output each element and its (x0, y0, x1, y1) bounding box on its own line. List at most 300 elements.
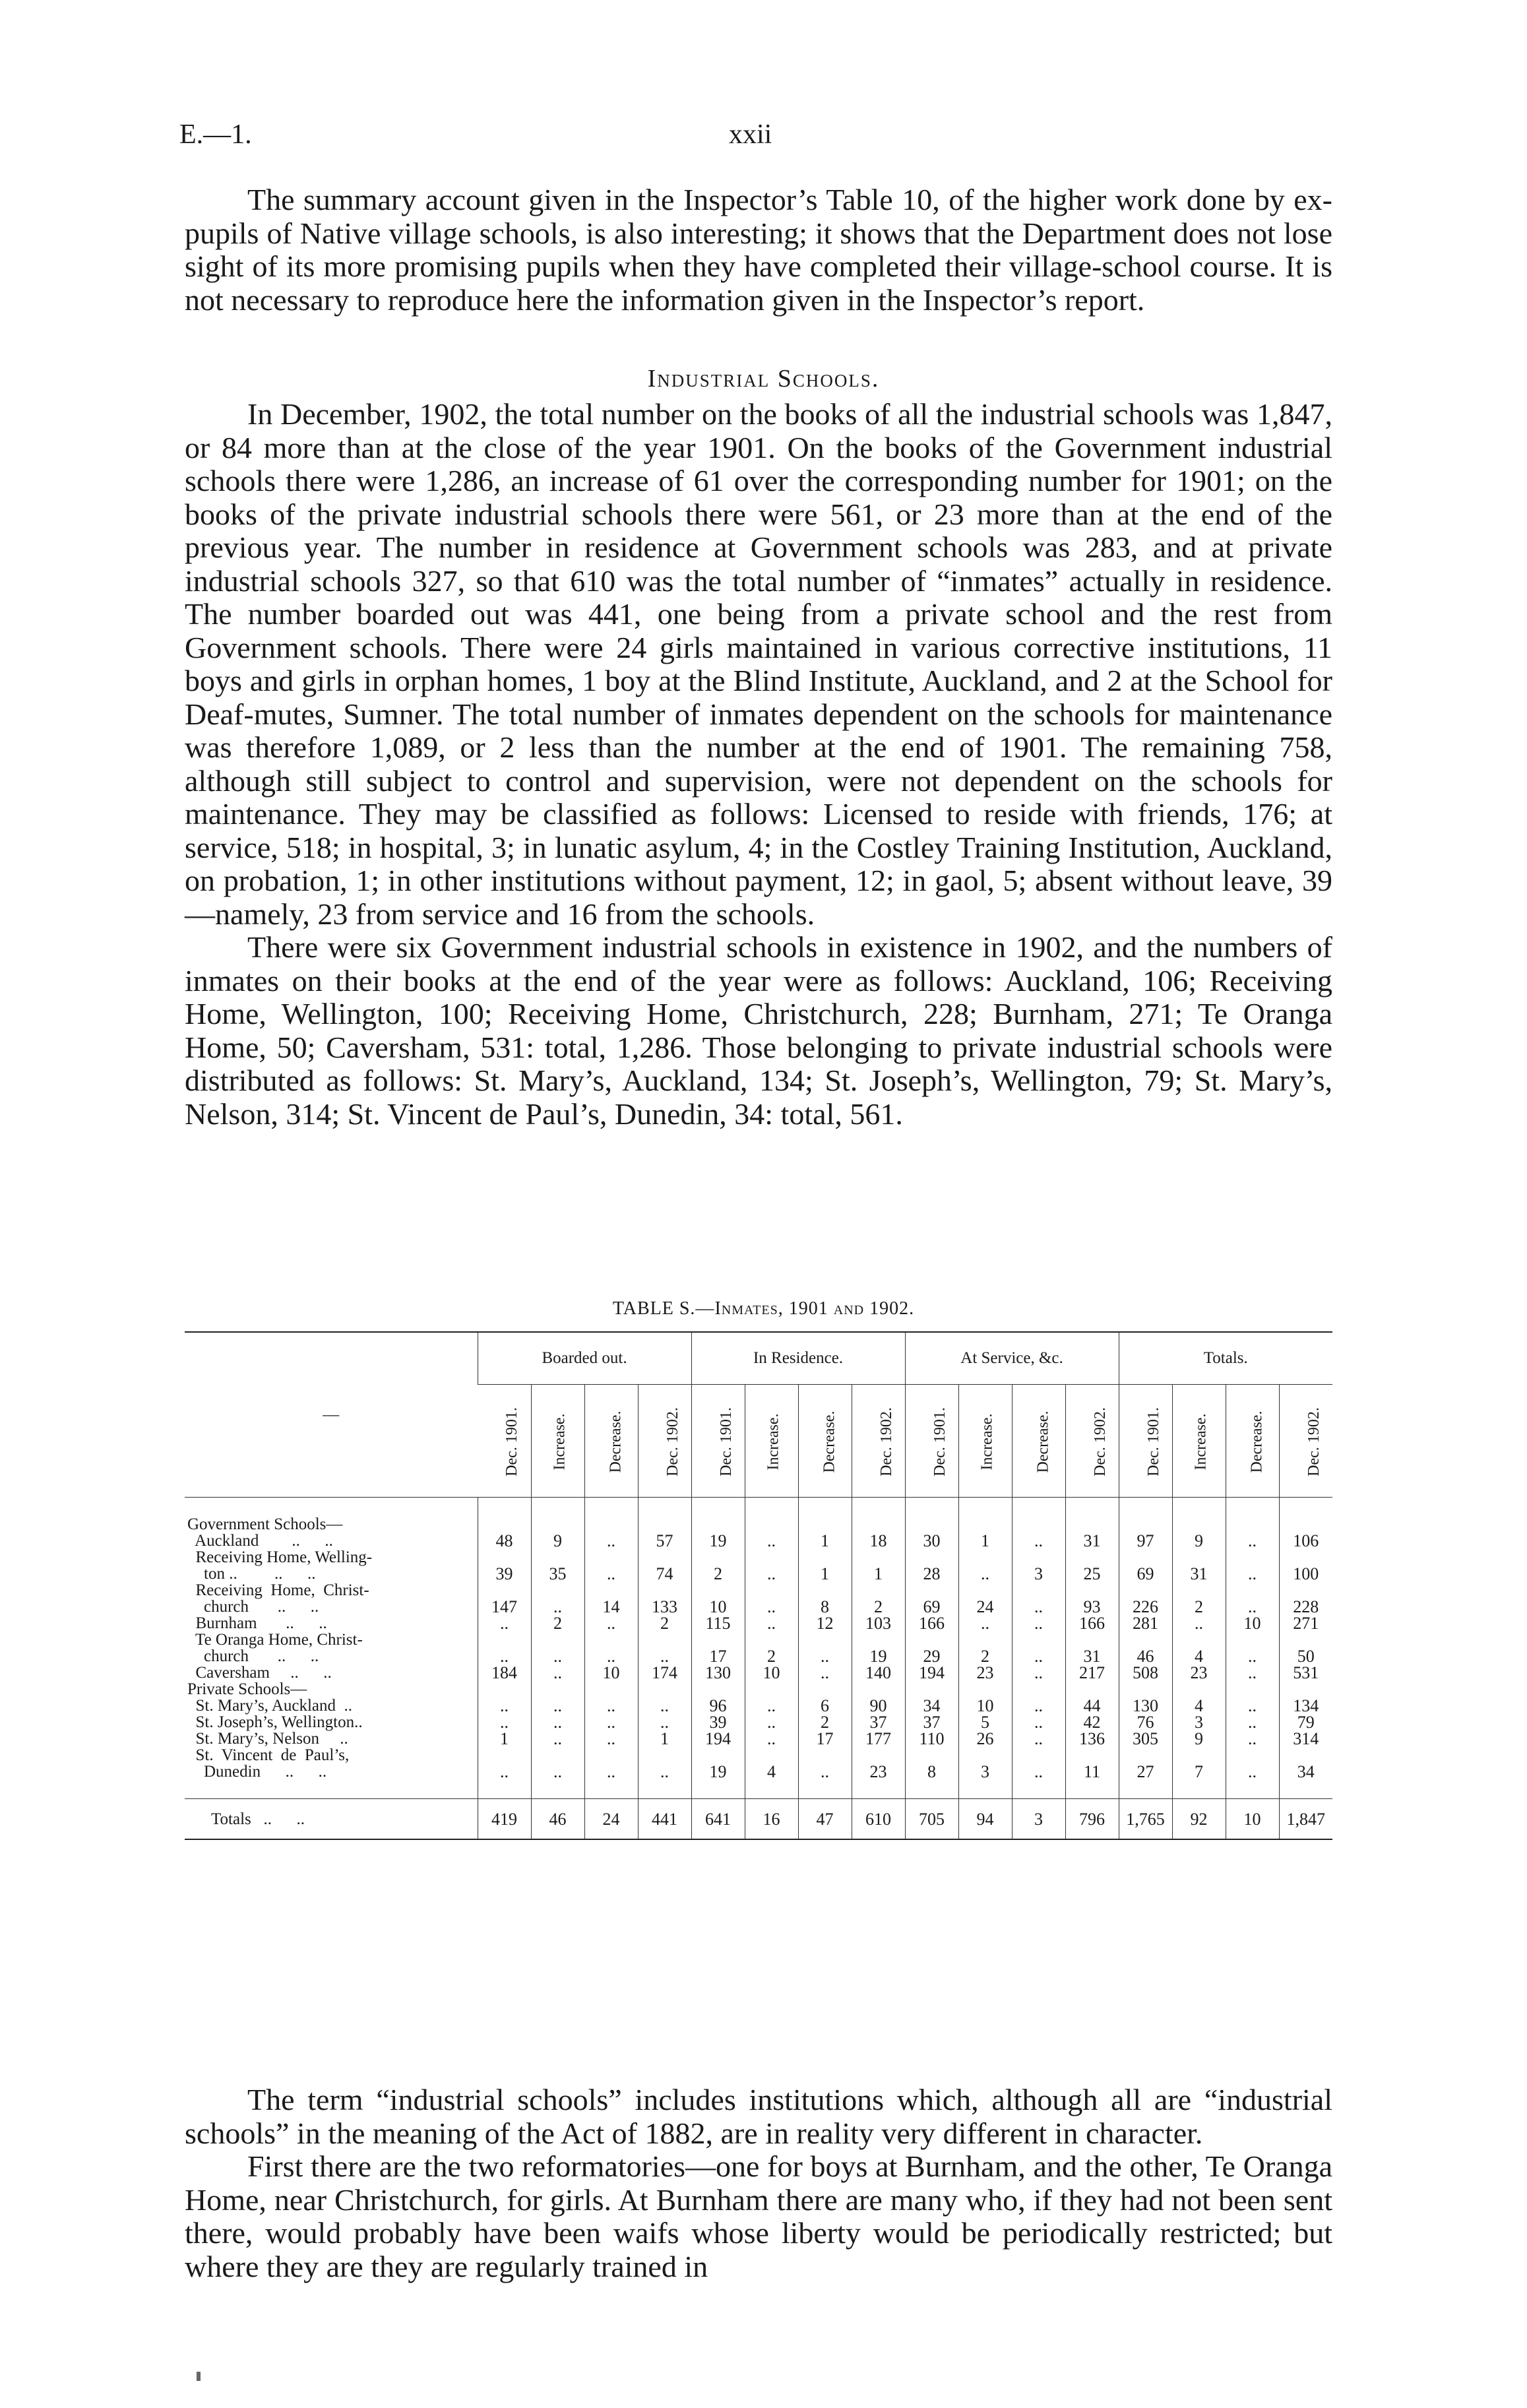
table-cell: 29 (905, 1648, 958, 1664)
table-cell (1012, 1681, 1065, 1697)
column-header (798, 1385, 852, 1498)
column-header (1279, 1385, 1332, 1498)
table-row (185, 1549, 1332, 1566)
table-cell (638, 1516, 691, 1533)
table-cell: 50 (1279, 1648, 1332, 1664)
table-cell: 2 (638, 1615, 691, 1632)
table-row (185, 1599, 1332, 1615)
table-cell (478, 1681, 531, 1697)
table-cell (638, 1681, 691, 1697)
table-cell (1279, 1681, 1332, 1697)
table-cell: 7 (1172, 1763, 1226, 1780)
column-header (478, 1385, 531, 1498)
table-cell: 34 (905, 1697, 958, 1714)
table-cell: 90 (852, 1697, 905, 1714)
table-cell: .. (478, 1615, 531, 1632)
column-header-label: Decrease. (820, 1410, 838, 1473)
column-header-label: Dec. 1901. (1144, 1407, 1162, 1476)
table-cell: 11 (1065, 1763, 1119, 1780)
table-cell (584, 1681, 638, 1697)
table-cell (852, 1632, 905, 1648)
table-cell: 34 (1279, 1763, 1332, 1780)
table-cell: .. (1012, 1615, 1065, 1632)
table-cell (958, 1747, 1012, 1763)
table-cell: 1 (478, 1730, 531, 1747)
totals-cell: 419 (478, 1799, 531, 1840)
table-cell (905, 1582, 958, 1599)
table-cell (852, 1582, 905, 1599)
spacer-cell (905, 1780, 958, 1799)
spacer-cell (531, 1780, 584, 1799)
column-header (905, 1385, 958, 1498)
row-label: Burnham .. .. (187, 1614, 327, 1632)
table-cell: 1 (852, 1566, 905, 1582)
column-header (1226, 1385, 1279, 1498)
table-cell: .. (798, 1648, 852, 1664)
table-cell (531, 1681, 584, 1697)
row-label: Caversham .. .. (187, 1664, 332, 1682)
spacer-cell (1119, 1780, 1172, 1799)
column-header-label: Dec. 1902. (1305, 1407, 1323, 1476)
column-header-label: Decrease. (1248, 1410, 1265, 1473)
table-cell (584, 1747, 638, 1763)
table-cell (638, 1549, 691, 1566)
table-cell: 110 (905, 1730, 958, 1747)
table-cell: 2 (691, 1566, 745, 1582)
table-cell: 23 (958, 1664, 1012, 1681)
row-label: church .. .. (187, 1647, 319, 1665)
table-cell: 508 (1119, 1664, 1172, 1681)
table-cell: 31 (1065, 1533, 1119, 1549)
table-row (185, 1632, 1332, 1648)
table-cell (1172, 1582, 1226, 1599)
table-cell: 8 (798, 1599, 852, 1615)
table-caption (0, 1298, 1527, 1319)
table-cell (745, 1549, 798, 1566)
table-cell: 531 (1279, 1664, 1332, 1681)
table-cell (1065, 1632, 1119, 1648)
table-row (185, 1763, 1332, 1780)
table-cell: .. (531, 1697, 584, 1714)
table-cell (691, 1747, 745, 1763)
table-cell: .. (584, 1714, 638, 1730)
table-cell: 93 (1065, 1599, 1119, 1615)
table-cell: 28 (905, 1566, 958, 1582)
totals-cell: 47 (798, 1799, 852, 1840)
table-row (185, 1697, 1332, 1714)
table-cell: .. (745, 1714, 798, 1730)
table-cell (584, 1549, 638, 1566)
table-cell: 30 (905, 1533, 958, 1549)
inmates-table (185, 1331, 1332, 1840)
table-cell: 12 (798, 1615, 852, 1632)
table-cell: 10 (691, 1599, 745, 1615)
table-cell (1119, 1549, 1172, 1566)
table-cell: .. (1226, 1697, 1279, 1714)
table-cell: 97 (1119, 1533, 1172, 1549)
table-row (185, 1566, 1332, 1582)
table-cell: 37 (852, 1714, 905, 1730)
table-cell: 25 (1065, 1566, 1119, 1582)
table-cell: 37 (905, 1714, 958, 1730)
table-cell: .. (531, 1763, 584, 1780)
column-header-label: Increase. (764, 1413, 782, 1471)
table-cell: 18 (852, 1533, 905, 1549)
table-cell: 17 (691, 1648, 745, 1664)
column-header (1012, 1385, 1065, 1498)
table-cell (905, 1516, 958, 1533)
table-cell (958, 1681, 1012, 1697)
table-cell: .. (1226, 1730, 1279, 1747)
column-header (584, 1385, 638, 1498)
paragraph-native-schools: The summary account given in the Inspector’s Table 10, of the higher work done by ex-pupils of Native village schools, is also interesting; it shows that the Department does not lose sight of its more promising pupils when they have completed their village-school course. It is not necessary to reproduce here the information given in the Inspector’s report. (185, 183, 1332, 317)
column-header (745, 1385, 798, 1498)
table-cell: 14 (584, 1599, 638, 1615)
table-cell (638, 1582, 691, 1599)
spacer-cell (1226, 1780, 1279, 1799)
column-header-label: Decrease. (606, 1410, 624, 1473)
column-header-label: Dec. 1902. (1091, 1407, 1109, 1476)
table-cell (478, 1747, 531, 1763)
spacer-cell (185, 1498, 478, 1517)
row-label: ton .. .. .. (187, 1565, 316, 1583)
table-spacer (185, 1498, 1332, 1517)
table-cell: 39 (691, 1714, 745, 1730)
table-cell: 44 (1065, 1697, 1119, 1714)
table-cell: 305 (1119, 1730, 1172, 1747)
table-cell: .. (531, 1599, 584, 1615)
table-cell: .. (531, 1648, 584, 1664)
column-header-label: Dec. 1902. (877, 1407, 895, 1476)
table-spacer (185, 1780, 1332, 1799)
group-header: Totals. (1119, 1332, 1332, 1385)
table-cell: 314 (1279, 1730, 1332, 1747)
column-header-label: Dec. 1901. (503, 1407, 520, 1476)
table-cell: .. (1012, 1714, 1065, 1730)
table-cell: 103 (852, 1615, 905, 1632)
table-row (185, 1533, 1332, 1549)
table-cell: .. (478, 1763, 531, 1780)
table-cell: 147 (478, 1599, 531, 1615)
paragraph-government-schools: There were six Government industrial schools in existence in 1902, and the numbers of inmates on their books at the end of the year were as follows: Auckland, 106; Receiving Home, Wellington, 100; Receiving Home, Christchurch, 228; Burnham, 271; Te Oranga Home, 50; Caversham, 531: total, 1,286. Those belonging to private industrial schools were distributed as follows: St. Mary’s, Auckland, 134; St. Joseph’s, Wellington, 79; St. Mary’s, Nelson, 314; St. Vincent de Paul’s, Dunedin, 34: total, 561. (185, 930, 1332, 1131)
table-cell (958, 1582, 1012, 1599)
table-cell: 5 (958, 1714, 1012, 1730)
table-cell: .. (1172, 1615, 1226, 1632)
closing-section (185, 2083, 1332, 2283)
table-cell: 174 (638, 1664, 691, 1681)
table-cell (584, 1516, 638, 1533)
table-cell: 115 (691, 1615, 745, 1632)
table-cell: .. (584, 1615, 638, 1632)
totals-cell: 1,765 (1119, 1799, 1172, 1840)
totals-cell: 10 (1226, 1799, 1279, 1840)
table-cell: 1 (958, 1533, 1012, 1549)
table-cell (958, 1549, 1012, 1566)
table-cell: .. (584, 1730, 638, 1747)
totals-cell: 3 (1012, 1799, 1065, 1840)
table-cell: 74 (638, 1566, 691, 1582)
table-cell (745, 1516, 798, 1533)
table-cell: 3 (958, 1763, 1012, 1780)
table-cell: 76 (1119, 1714, 1172, 1730)
table-cell: 1 (638, 1730, 691, 1747)
table-cell (798, 1747, 852, 1763)
column-header (1172, 1385, 1226, 1498)
table-cell: 46 (1119, 1648, 1172, 1664)
table-cell (1172, 1681, 1226, 1697)
column-header (691, 1385, 745, 1498)
column-header-label: Increase. (1192, 1413, 1209, 1471)
table-cell (798, 1516, 852, 1533)
column-header (958, 1385, 1012, 1498)
table-cell: .. (1012, 1599, 1065, 1615)
table-cell (691, 1681, 745, 1697)
spacer-cell (478, 1780, 531, 1799)
table-cell (1279, 1582, 1332, 1599)
row-label: St. Mary’s, Nelson .. (187, 1730, 348, 1748)
table-cell: .. (1226, 1648, 1279, 1664)
table-cell (1065, 1516, 1119, 1533)
totals-cell: 24 (584, 1799, 638, 1840)
table-cell (1012, 1747, 1065, 1763)
table-cell (852, 1549, 905, 1566)
spacer-cell (1279, 1780, 1332, 1799)
table-cell: 133 (638, 1599, 691, 1615)
table-cell: 19 (691, 1763, 745, 1780)
table-cell (905, 1549, 958, 1566)
table-cell (584, 1582, 638, 1599)
table-cell: 177 (852, 1730, 905, 1747)
table-cell: .. (1226, 1566, 1279, 1582)
table-cell (531, 1516, 584, 1533)
table-cell: 23 (1172, 1664, 1226, 1681)
table-cell (691, 1632, 745, 1648)
row-label: St. Mary’s, Auckland .. (187, 1697, 352, 1715)
table-cell: 3 (1012, 1566, 1065, 1582)
row-label: Government Schools— (187, 1515, 343, 1533)
table-cell: 1 (798, 1533, 852, 1549)
row-label: St. Vincent de Paul’s, (187, 1746, 350, 1764)
spacer-cell (638, 1498, 691, 1517)
table-cell: 106 (1279, 1533, 1332, 1549)
table-cell: .. (584, 1763, 638, 1780)
table-cell: 281 (1119, 1615, 1172, 1632)
column-header (531, 1385, 584, 1498)
table-caption-main: TABLE S.— (612, 1298, 715, 1319)
table-cell (531, 1747, 584, 1763)
table-cell (745, 1681, 798, 1697)
table-cell: 136 (1065, 1730, 1119, 1747)
table-cell (1119, 1681, 1172, 1697)
table-cell (1065, 1582, 1119, 1599)
table-cell (905, 1747, 958, 1763)
industrial-schools-section (185, 398, 1332, 1131)
table-cell (1172, 1747, 1226, 1763)
row-label: Auckland .. .. (187, 1532, 333, 1550)
table-caption-sub: Inmates, 1901 and 1902. (714, 1298, 915, 1319)
table-cell: .. (584, 1697, 638, 1714)
table-cell: 69 (1119, 1566, 1172, 1582)
table-cell: 35 (531, 1566, 584, 1582)
table-cell: .. (478, 1714, 531, 1730)
spacer-cell (905, 1498, 958, 1517)
totals-cell: 94 (958, 1799, 1012, 1840)
spacer-cell (691, 1498, 745, 1517)
table-cell (531, 1632, 584, 1648)
table-cell: 2 (531, 1615, 584, 1632)
table-corner (185, 1332, 478, 1498)
table-cell (1226, 1516, 1279, 1533)
spacer-cell (1226, 1498, 1279, 1517)
spacer-cell (958, 1498, 1012, 1517)
table-cell (1065, 1549, 1119, 1566)
table-cell: 57 (638, 1533, 691, 1549)
spacer-cell (1172, 1780, 1226, 1799)
table-cell: 26 (958, 1730, 1012, 1747)
table-row (185, 1582, 1332, 1599)
table-cell: .. (638, 1697, 691, 1714)
table-cell: 10 (1226, 1615, 1279, 1632)
table-cell: 100 (1279, 1566, 1332, 1582)
table-cell (1065, 1747, 1119, 1763)
table-cell: .. (1012, 1730, 1065, 1747)
group-header: In Residence. (691, 1332, 905, 1385)
column-header-label: Increase. (550, 1413, 568, 1471)
table-cell: 3 (1172, 1714, 1226, 1730)
table-row (185, 1648, 1332, 1664)
table-cell (531, 1582, 584, 1599)
table-cell: 39 (478, 1566, 531, 1582)
table-row (185, 1714, 1332, 1730)
spacer-cell (1012, 1780, 1065, 1799)
table-row (185, 1664, 1332, 1681)
table-cell (1012, 1549, 1065, 1566)
spacer-cell (1012, 1498, 1065, 1517)
table-cell (478, 1516, 531, 1533)
table-cell: 10 (745, 1664, 798, 1681)
table-cell (852, 1516, 905, 1533)
row-label: Te Oranga Home, Christ- (187, 1631, 363, 1649)
table-cell: 194 (691, 1730, 745, 1747)
page-number: xxii (729, 119, 772, 150)
table-cell: 10 (958, 1697, 1012, 1714)
margin-mark (197, 2372, 201, 2381)
table-cell: .. (798, 1763, 852, 1780)
spacer-cell (1172, 1498, 1226, 1517)
table-cell: .. (745, 1615, 798, 1632)
table-cell: 228 (1279, 1599, 1332, 1615)
table-cell: 217 (1065, 1664, 1119, 1681)
table-cell: 166 (905, 1615, 958, 1632)
row-label: Receiving Home, Christ- (187, 1581, 369, 1599)
column-header (638, 1385, 691, 1498)
table-row (185, 1730, 1332, 1747)
table-row (185, 1747, 1332, 1763)
table-cell: .. (745, 1697, 798, 1714)
table-cell (798, 1549, 852, 1566)
table-cell: .. (638, 1648, 691, 1664)
table-cell (1172, 1549, 1226, 1566)
totals-cell: 641 (691, 1799, 745, 1840)
intro-section (185, 183, 1332, 317)
table-cell: 10 (584, 1664, 638, 1681)
spacer-cell (531, 1498, 584, 1517)
table-cell (638, 1632, 691, 1648)
spacer-cell (584, 1780, 638, 1799)
table-cell (958, 1632, 1012, 1648)
table-cell: .. (584, 1648, 638, 1664)
table-cell (798, 1582, 852, 1599)
table-cell (478, 1632, 531, 1648)
table-cell: .. (1012, 1648, 1065, 1664)
totals-cell: 705 (905, 1799, 958, 1840)
table-cell: .. (1226, 1664, 1279, 1681)
table-cell (1012, 1632, 1065, 1648)
table-cell: 31 (1065, 1648, 1119, 1664)
spacer-cell (958, 1780, 1012, 1799)
table-cell: 194 (905, 1664, 958, 1681)
table-cell: 69 (905, 1599, 958, 1615)
table-cell: 9 (531, 1533, 584, 1549)
table-row (185, 1681, 1332, 1697)
table-cell (852, 1681, 905, 1697)
table-cell: .. (1226, 1714, 1279, 1730)
totals-cell: 92 (1172, 1799, 1226, 1840)
totals-cell: 796 (1065, 1799, 1119, 1840)
row-label: Dunedin .. .. (187, 1763, 327, 1781)
spacer-cell (745, 1780, 798, 1799)
spacer-cell (1065, 1780, 1119, 1799)
table-cell: 130 (691, 1664, 745, 1681)
table-cell: 2 (745, 1648, 798, 1664)
table-cell (905, 1632, 958, 1648)
spacer-cell (691, 1780, 745, 1799)
spacer-cell (798, 1780, 852, 1799)
table-cell (691, 1582, 745, 1599)
table-cell: 130 (1119, 1697, 1172, 1714)
table-cell: 9 (1172, 1533, 1226, 1549)
table-cell: 6 (798, 1697, 852, 1714)
totals-row (185, 1799, 1332, 1840)
spacer-cell (638, 1780, 691, 1799)
table-cell: 9 (1172, 1730, 1226, 1747)
table-cell (745, 1747, 798, 1763)
table-cell (1279, 1549, 1332, 1566)
table-cell: .. (1012, 1697, 1065, 1714)
table-cell (905, 1681, 958, 1697)
table-cell: .. (958, 1615, 1012, 1632)
table-cell: .. (478, 1648, 531, 1664)
spacer-cell (852, 1780, 905, 1799)
table-cell (531, 1549, 584, 1566)
table-corner-dash: — (323, 1405, 340, 1424)
table-cell: 23 (852, 1763, 905, 1780)
column-header-label: Dec. 1901. (717, 1407, 735, 1476)
totals-cell: 441 (638, 1799, 691, 1840)
spacer-cell (1279, 1498, 1332, 1517)
table-cell (745, 1582, 798, 1599)
table-cell (1226, 1681, 1279, 1697)
table-cell (1119, 1582, 1172, 1599)
totals-label: Totals .. .. (185, 1799, 478, 1840)
table-cell: .. (584, 1566, 638, 1582)
column-header-label: Increase. (978, 1413, 995, 1471)
table-cell: .. (745, 1599, 798, 1615)
group-header: At Service, &c. (905, 1332, 1119, 1385)
section-heading: Industrial Schools. (647, 365, 880, 393)
spacer-cell (1119, 1498, 1172, 1517)
table-cell: .. (745, 1730, 798, 1747)
